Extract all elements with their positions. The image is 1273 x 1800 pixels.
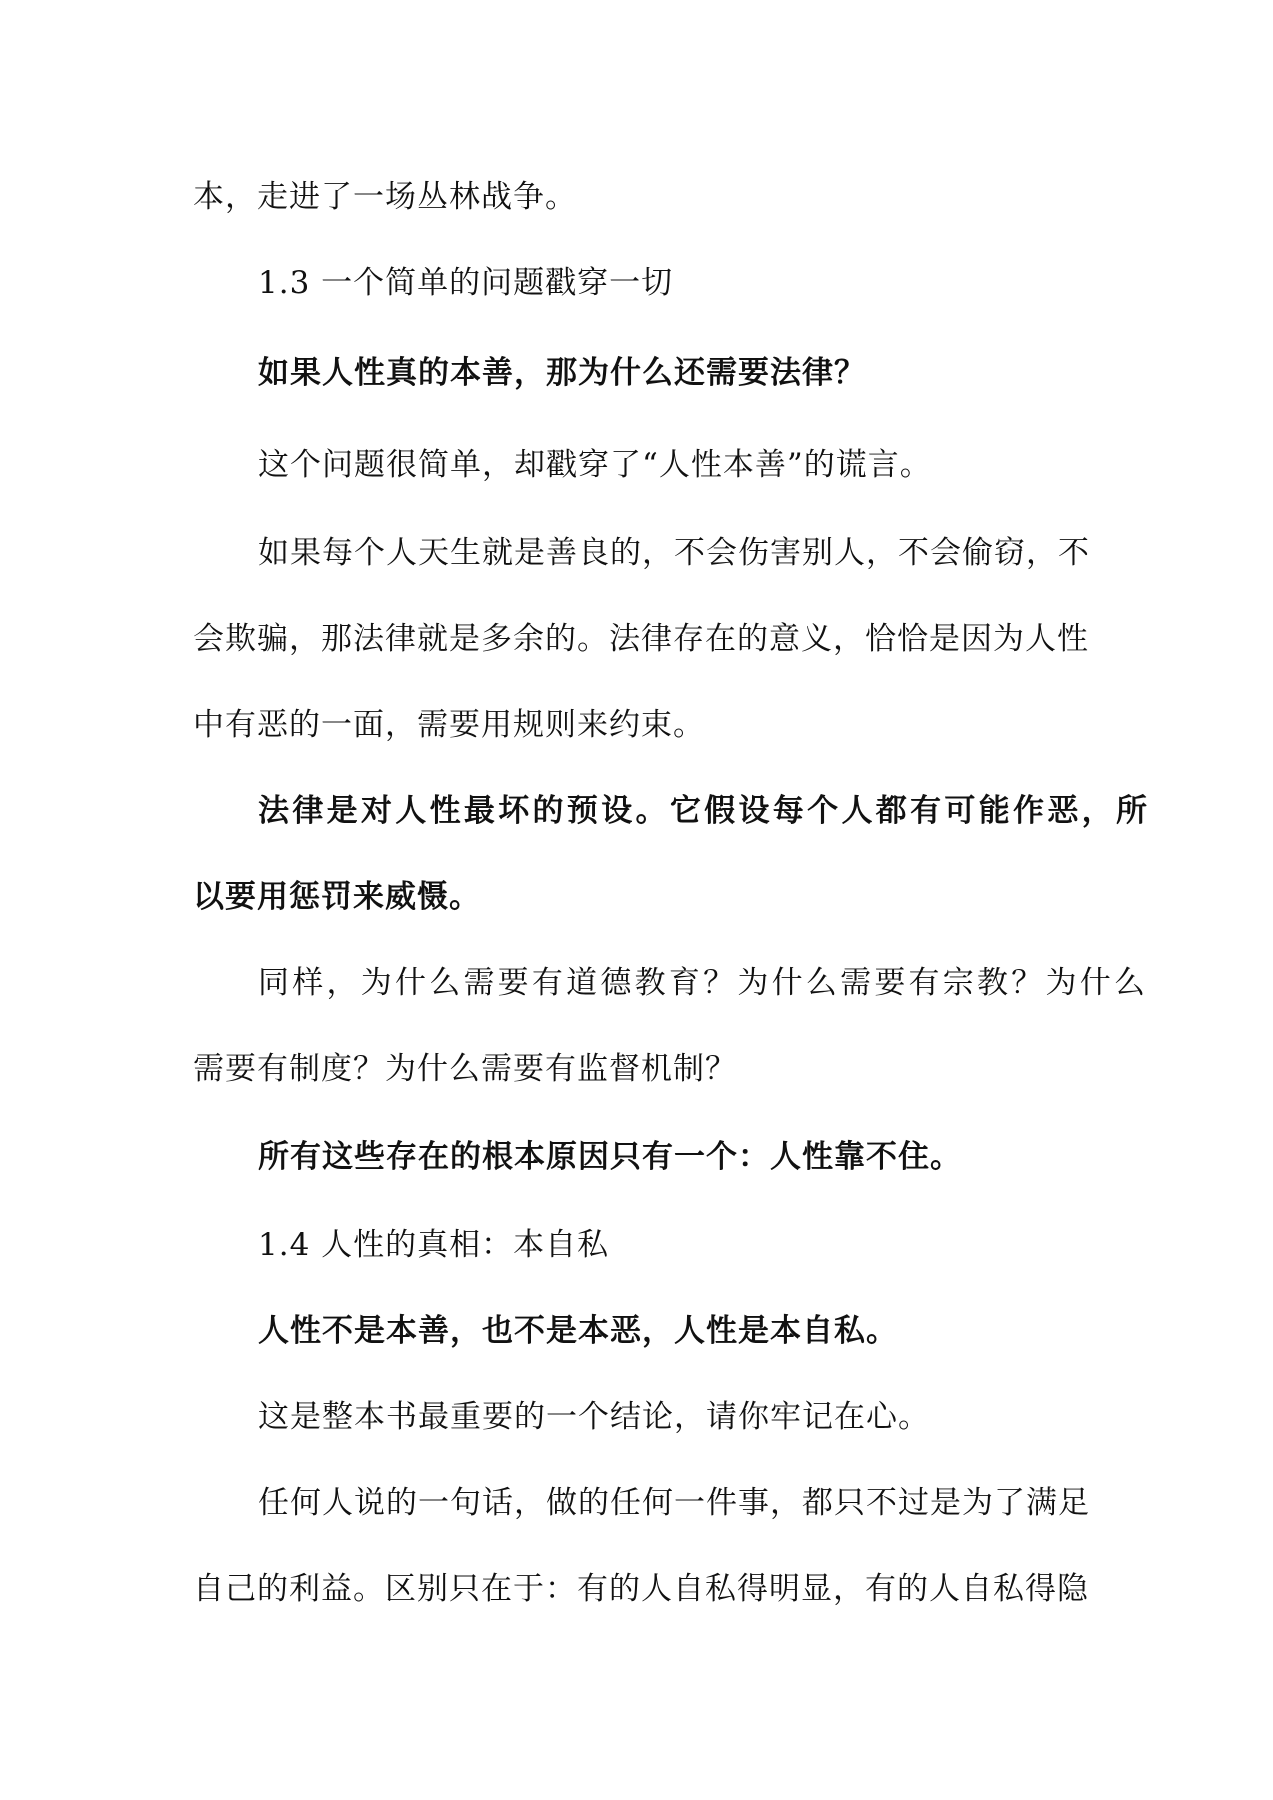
bold-thesis-line: 人性不是本善，也不是本恶，人性是本自私。	[258, 1313, 898, 1349]
paragraph-line: 中有恶的一面，需要用规则来约束。	[193, 707, 705, 743]
section-heading-1-4: 1.4 人性的真相：本自私	[258, 1227, 610, 1263]
bold-paragraph-line: 法律是对人性最坏的预设。它假设每个人都有可能作恶，所	[258, 793, 1148, 829]
paragraph-line: 这个问题很简单，却戳穿了“人性本善”的谎言。	[258, 447, 932, 483]
paragraph-line: 会欺骗，那法律就是多余的。法律存在的意义，恰恰是因为人性	[193, 621, 1089, 657]
paragraph-line: 需要有制度？为什么需要有监督机制？	[193, 1051, 737, 1087]
section-heading-1-3: 1.3 一个简单的问题戳穿一切	[258, 265, 674, 301]
paragraph-line: 这是整本书最重要的一个结论，请你牢记在心。	[258, 1399, 930, 1435]
bold-paragraph-line: 以要用惩罚来威慑。	[193, 879, 481, 915]
paragraph-continuation-line: 本，走进了一场丛林战争。	[193, 179, 577, 215]
paragraph-line: 任何人说的一句话，做的任何一件事，都只不过是为了满足	[258, 1485, 1090, 1521]
paragraph-line: 同样，为什么需要有道德教育？为什么需要有宗教？为什么	[258, 965, 1146, 1001]
bold-conclusion-line: 所有这些存在的根本原因只有一个：人性靠不住。	[258, 1139, 962, 1175]
bold-question-line: 如果人性真的本善，那为什么还需要法律？	[258, 355, 866, 391]
paragraph-line: 自己的利益。区别只在于：有的人自私得明显，有的人自私得隐	[193, 1571, 1089, 1607]
paragraph-line: 如果每个人天生就是善良的，不会伤害别人，不会偷窃，不	[258, 535, 1090, 571]
